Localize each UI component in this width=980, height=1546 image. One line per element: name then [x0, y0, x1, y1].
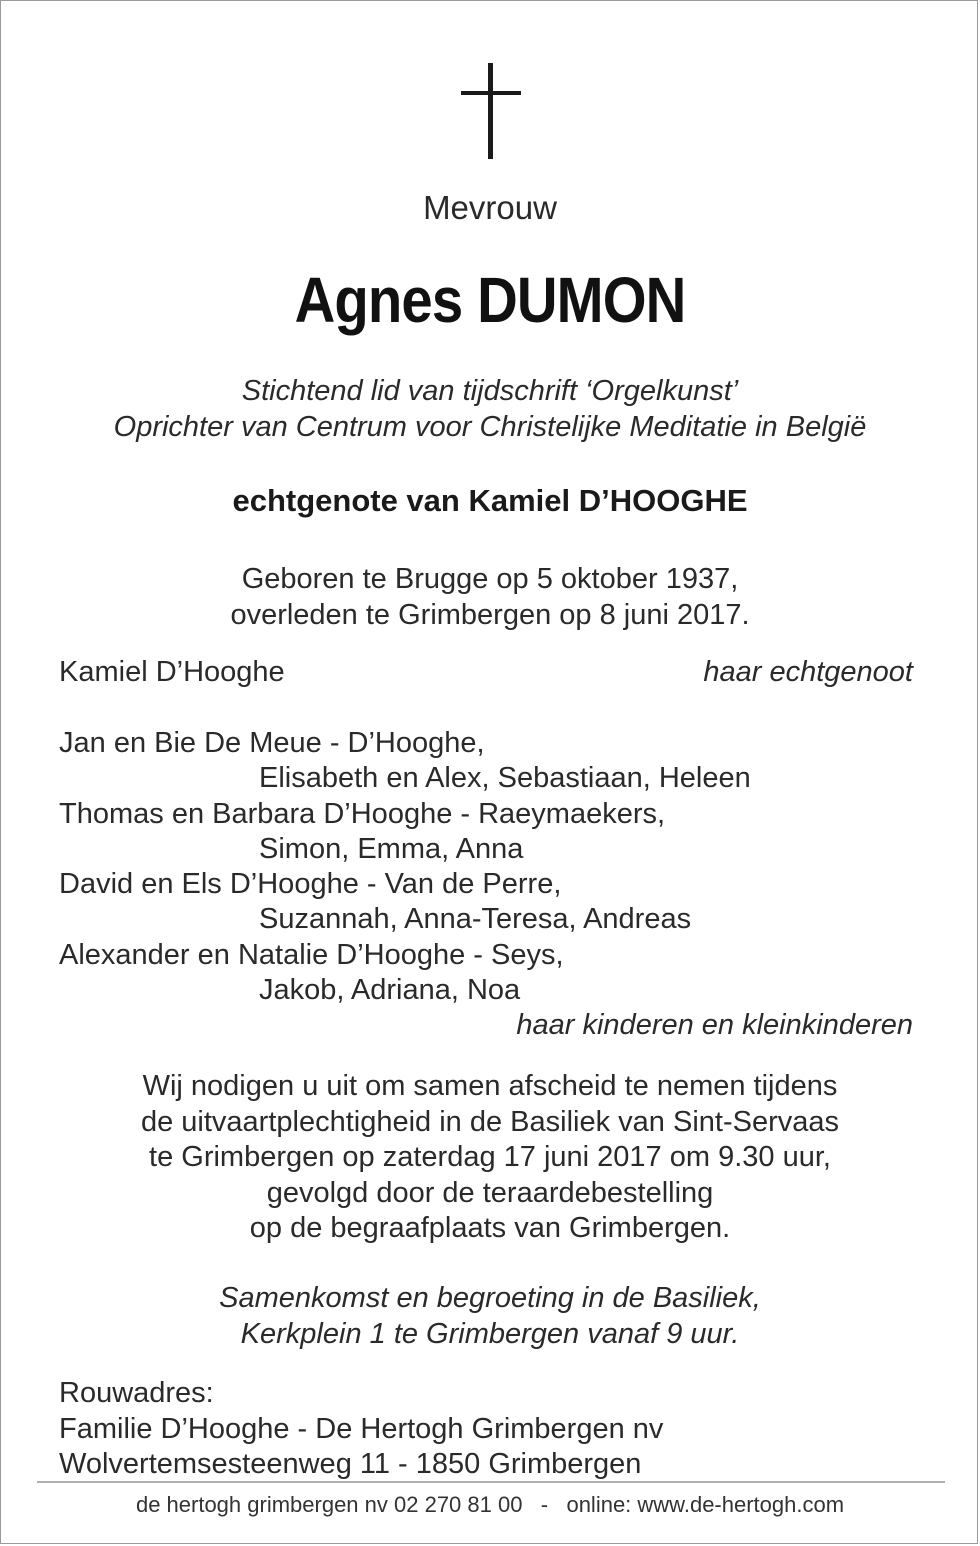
deceased-name: Agnes DUMON — [294, 264, 686, 336]
address-line: Familie D’Hooghe - De Hertogh Grimbergen nv — [59, 1412, 664, 1445]
address-line: Wolvertemsesteenweg 11 - 1850 Grimbergen — [59, 1448, 642, 1480]
invitation-line: op de begraafplaats van Grimbergen. — [249, 1212, 731, 1244]
family-list — [59, 726, 913, 1044]
invitation-line: de uitvaartplechtigheid in de Basiliek van Sint-Servaas — [140, 1105, 839, 1138]
family-relation: haar kinderen en kleinkinderen — [516, 1009, 913, 1042]
spouse-line: echtgenote van Kamiel D’HOOGHE — [232, 483, 748, 518]
mourning-address — [59, 1376, 663, 1483]
title-prefix: Mevrouw — [423, 189, 557, 226]
roles — [1, 373, 979, 445]
family-line: Jan en Bie De Meue - D’Hooghe, — [59, 727, 485, 759]
birth-death-dates — [1, 561, 979, 633]
family-line: Alexander en Natalie D’Hooghe - Seys, — [59, 938, 564, 971]
grandchildren-line: Jakob, Adriana, Noa — [259, 974, 521, 1007]
grandchildren-line: Suzannah, Anna-Teresa, Andreas — [259, 903, 692, 936]
invitation — [1, 1069, 979, 1247]
footer-divider — [37, 1481, 945, 1483]
invitation-line: Wij nodigen u uit om samen afscheid te nemen tijdens — [142, 1070, 838, 1102]
grandchildren-line: Simon, Emma, Anna — [259, 832, 524, 865]
birth-line: Geboren te Brugge op 5 oktober 1937, — [241, 563, 739, 595]
family-line: David en Els D’Hooghe - Van de Perre, — [59, 868, 562, 901]
gathering-line: Kerkplein 1 te Grimbergen vanaf 9 uur. — [240, 1318, 740, 1350]
family-line: Thomas en Barbara D’Hooghe - Raeymaekers, — [59, 797, 666, 830]
husband-relation: haar echtgenoot — [703, 656, 913, 688]
role-line: Oprichter van Centrum voor Christelijke Meditatie in België — [113, 411, 867, 443]
husband-name: Kamiel D’Hooghe — [59, 656, 285, 688]
gathering — [1, 1280, 979, 1352]
gathering-line: Samenkomst en begroeting in de Basiliek, — [219, 1282, 761, 1314]
footer-contact: de hertogh grimbergen nv 02 270 81 00 - online: www.de-hertogh.com — [135, 1492, 845, 1517]
grandchildren-line: Elisabeth en Alex, Sebastiaan, Heleen — [259, 762, 751, 795]
death-line: overleden te Grimbergen op 8 juni 2017. — [230, 599, 750, 631]
cross-icon — [461, 63, 521, 159]
invitation-line: te Grimbergen op zaterdag 17 juni 2017 om 9.30 uur, — [149, 1141, 831, 1173]
husband-row — [59, 655, 913, 690]
role-line: Stichtend lid van tijdschrift ‘Orgelkunst’ — [241, 375, 739, 407]
invitation-line: gevolgd door de teraardebestelling — [266, 1176, 714, 1209]
address-label: Rouwadres: — [59, 1377, 214, 1409]
